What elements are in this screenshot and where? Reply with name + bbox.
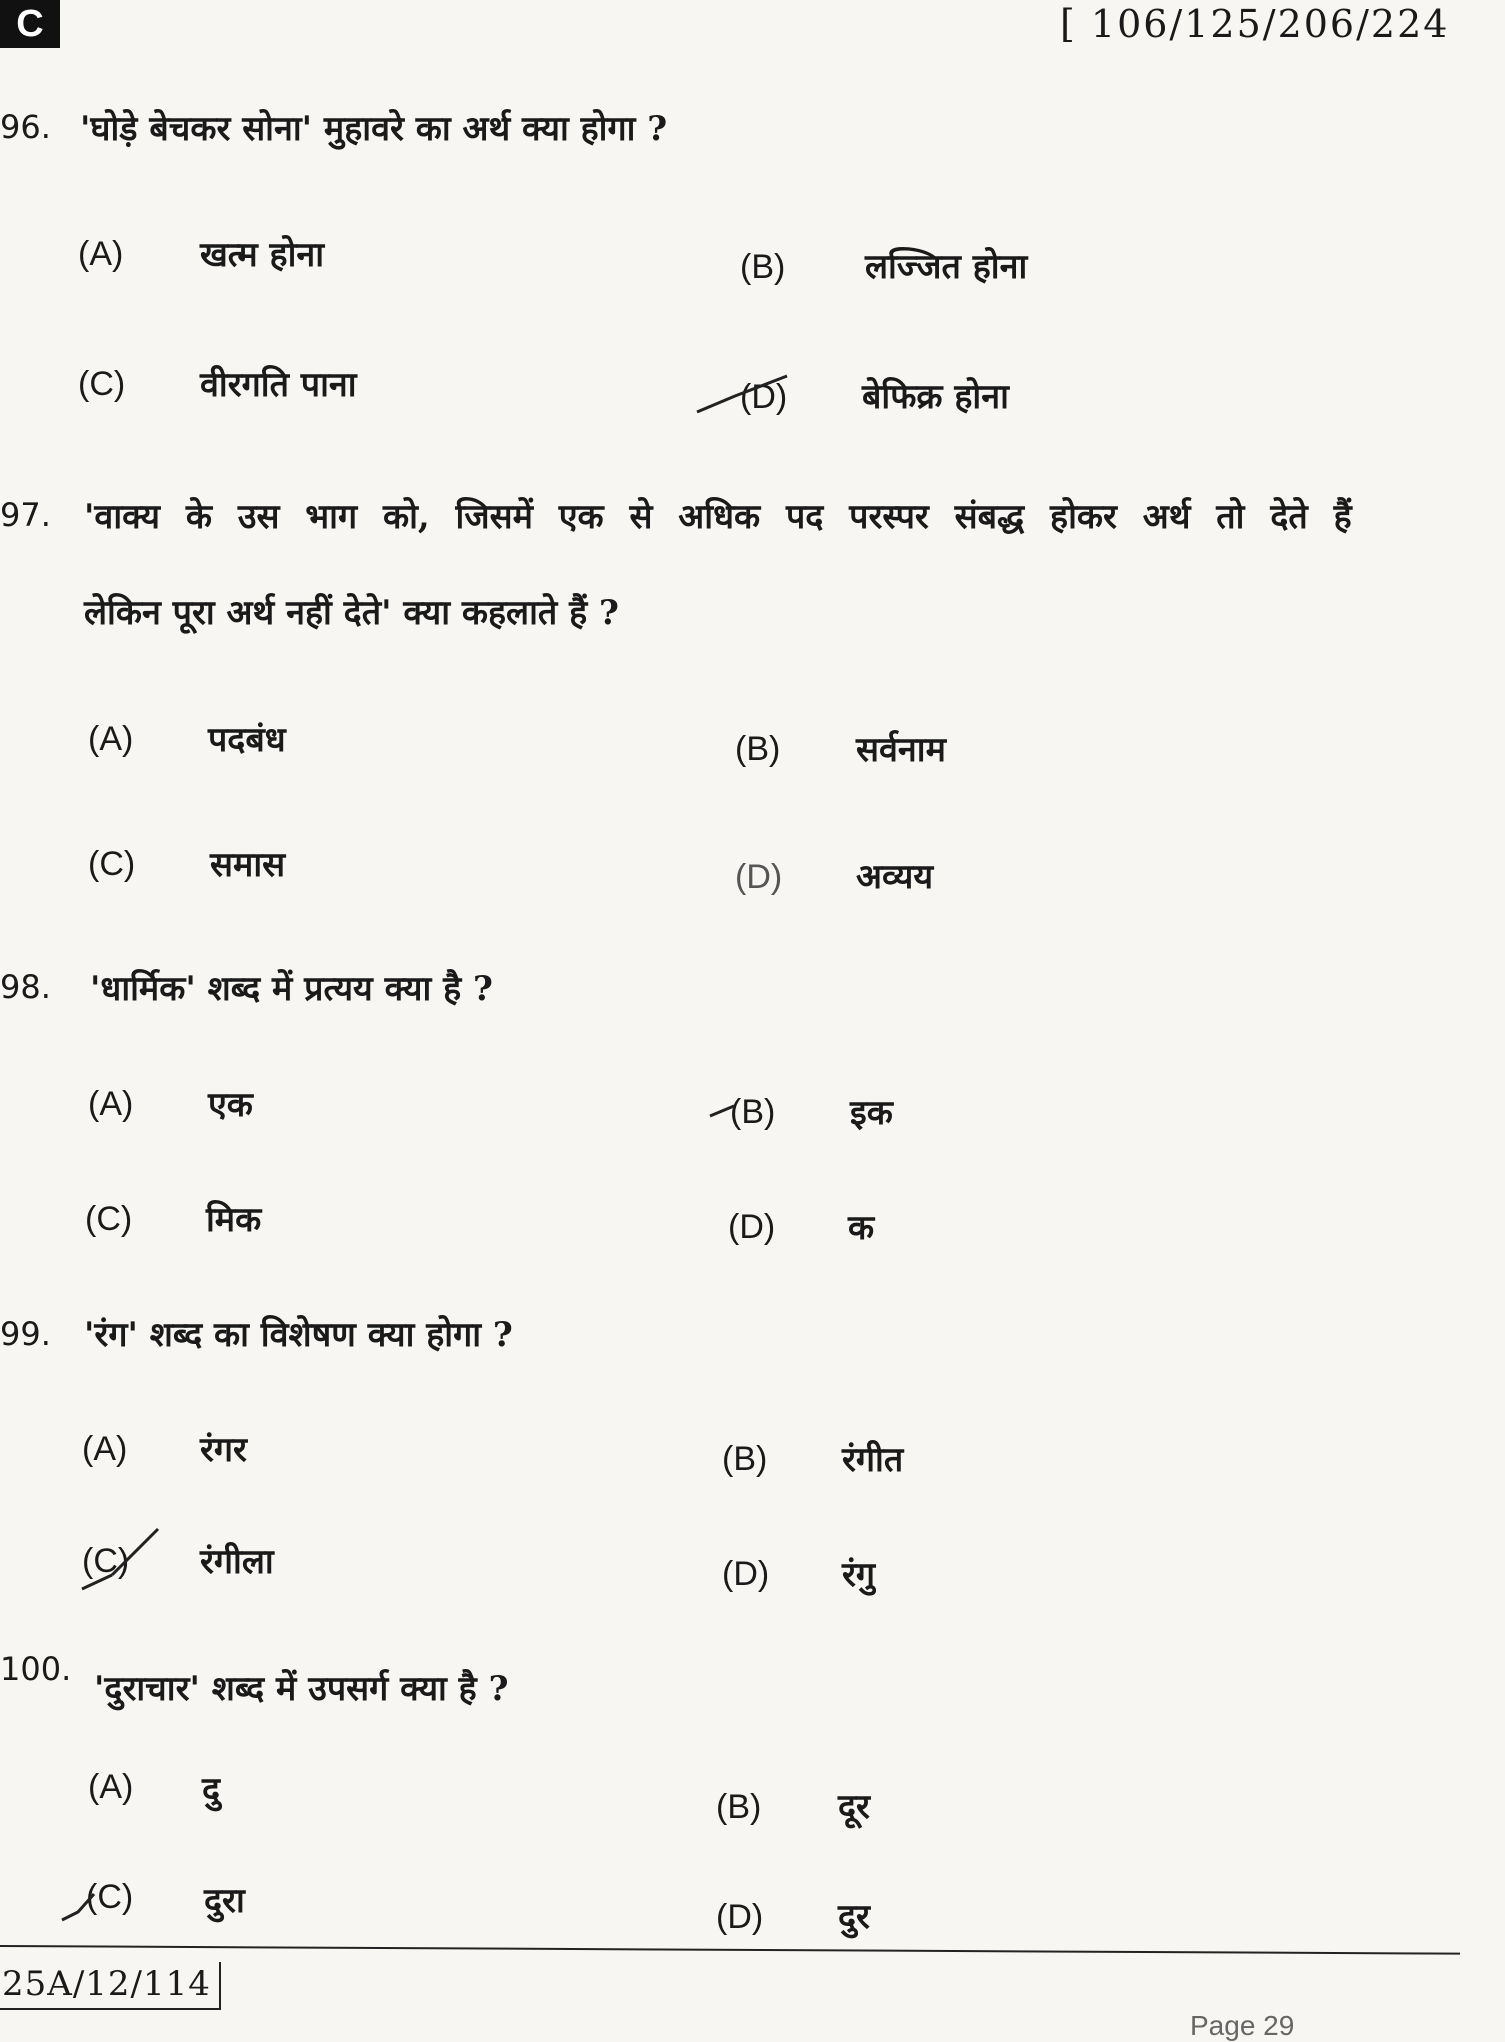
question-text: 'धार्मिक' शब्द में प्रत्यय क्या है ? (90, 969, 493, 1009)
option-b-letter: (B) (735, 730, 781, 768)
option-d-text: रंगु (842, 1555, 876, 1595)
option-c-text: समास (210, 845, 286, 885)
option-a-letter: (A) (82, 1430, 128, 1468)
option-d-letter: (D) (740, 378, 788, 416)
page-number: Page 29 (1190, 2010, 1295, 2041)
booklet-code: 25A/12/114 (0, 1962, 221, 2010)
question-text: 'घोड़े बेचकर सोना' मुहावरे का अर्थ क्या होगा ? (80, 109, 668, 149)
option-c-text: वीरगति पाना (200, 365, 357, 405)
question-number: 98. (0, 968, 51, 1006)
question-number: 97. (0, 496, 51, 534)
paper-codes: [ 106/125/206/224 (1060, 2, 1450, 46)
option-a-text: दु (202, 1770, 221, 1810)
option-c-text: रंगीला (200, 1542, 274, 1582)
option-d-letter: (D) (722, 1555, 770, 1593)
option-b-text: लज्जित होना (865, 247, 1028, 287)
option-d-text: बेफिक्र होना (862, 377, 1009, 417)
option-a-text: पदबंध (208, 720, 286, 760)
option-a-letter: (A) (78, 235, 124, 273)
question-number: 96. (0, 108, 51, 146)
option-b-text: सर्वनाम (856, 730, 946, 770)
option-b-text: दूर (838, 1787, 870, 1827)
option-c-letter: (C) (85, 1200, 133, 1238)
option-d-letter: (D) (728, 1208, 776, 1246)
option-b-letter: (B) (722, 1440, 768, 1478)
option-b-text: इक (850, 1093, 893, 1133)
option-a-letter: (A) (88, 1768, 134, 1806)
tick-mark-icon (58, 1890, 98, 1924)
option-d-text: क (848, 1208, 875, 1248)
question-text: 'दुराचार' शब्द में उपसर्ग क्या है ? (94, 1669, 509, 1709)
tick-mark-icon (708, 1100, 738, 1120)
option-d-letter: (D) (735, 858, 783, 896)
option-d-text: दुर (838, 1897, 870, 1937)
question-text: 'रंग' शब्द का विशेषण क्या होगा ? (84, 1315, 513, 1355)
option-c-letter: (C) (82, 1542, 130, 1580)
option-a-text: रंगर (200, 1430, 247, 1470)
option-d-text: अव्यय (856, 857, 934, 897)
question-text-line-1: 'वाक्य के उस भाग को, जिसमें एक से अधिक पद परस्पर संबद्ध होकर अर्थ तो देते हैं (84, 497, 1352, 537)
question-number: 99. (0, 1315, 51, 1353)
option-a-text: एक (208, 1085, 253, 1125)
question-text-line-2: लेकिन पूरा अर्थ नहीं देते' क्या कहलाते हैं ? (84, 593, 619, 633)
option-a-text: खत्म होना (200, 235, 325, 275)
option-c-text: दुरा (204, 1881, 245, 1921)
tick-mark-icon (695, 370, 795, 420)
option-b-text: रंगीत (842, 1440, 904, 1480)
option-c-text: मिक (206, 1200, 262, 1240)
option-c-letter: (C) (78, 365, 126, 403)
question-number: 100. (0, 1650, 72, 1688)
option-c-letter: (C) (86, 1878, 134, 1916)
option-d-letter: (D) (716, 1898, 764, 1936)
option-b-letter: (B) (730, 1093, 776, 1131)
series-badge: C (0, 0, 60, 48)
option-c-letter: (C) (88, 845, 136, 883)
option-a-letter: (A) (88, 720, 134, 758)
option-a-letter: (A) (88, 1085, 134, 1123)
footer-divider (0, 1945, 1460, 1955)
option-b-letter: (B) (740, 248, 786, 286)
tick-mark-icon (78, 1525, 163, 1595)
option-b-letter: (B) (716, 1788, 762, 1826)
